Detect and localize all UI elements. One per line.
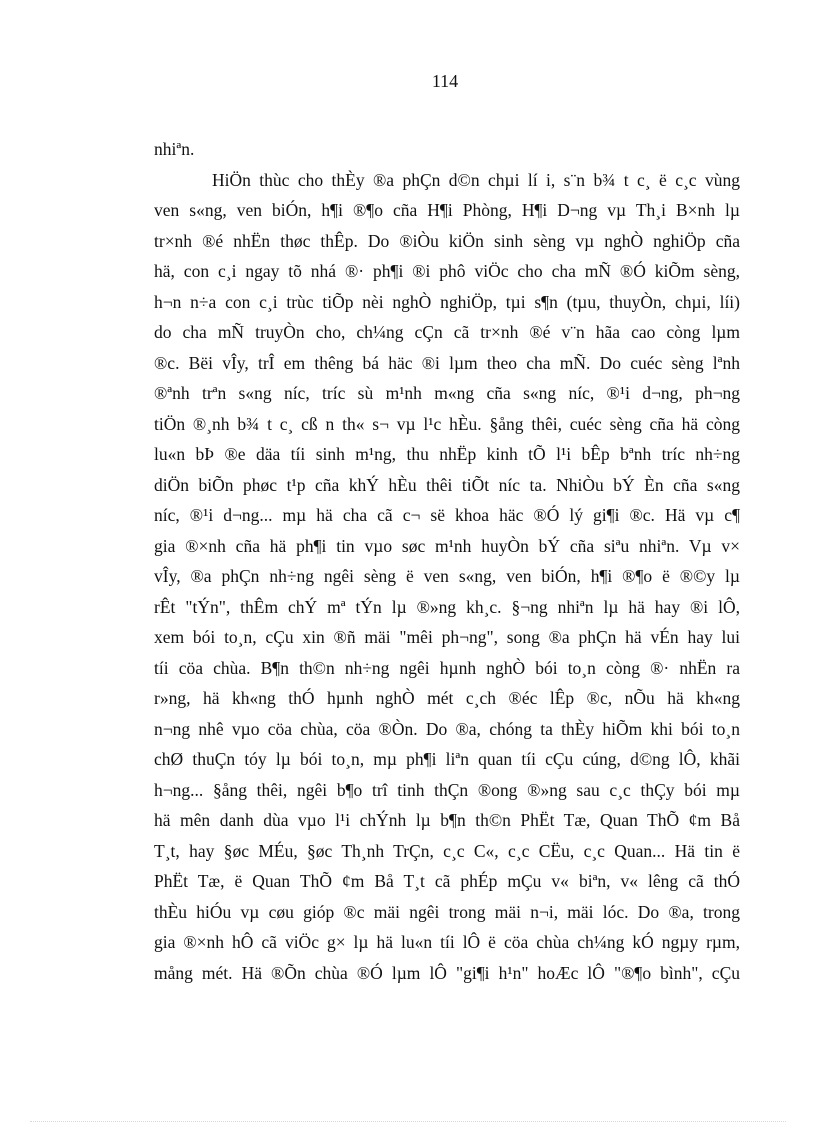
text-line: h¬n n÷a con c¸i trùc tiÕp nèi nghÒ nghiÖp, tµi s¶n (tµu, thuyÒn, chµi, líi) — [154, 291, 740, 312]
text-line: PhËt Tæ, ë Quan ThÕ ¢m Bå T¸t cã phÉp mÇu v« biªn, v« lêng cã thÓ — [154, 871, 740, 891]
text-line: diÖn biÕn phøc t¹p cña khÝ hÈu thêi tiÕt níc ta. NhiÒu bÝ Èn cña s«ng — [154, 474, 740, 495]
text-line: lu«n bÞ ®e däa tíi sinh m¹ng, thu nhËp kinh tÕ l¹i bÊp bªnh tríc nh÷ng — [154, 444, 740, 464]
text-line: vÎy, ®a phÇn nh÷ng ngêi sèng ë ven s«ng, ven biÓn, h¶i ®¶o ë ®©y lµ — [154, 566, 740, 586]
text-line: mång mét. Hä ®Õn chùa ®Ó lµm lÔ "gi¶i h¹n" hoÆc lÔ "®¶o bình", cÇu — [154, 962, 740, 983]
text-line: T¸t, hay §øc MÉu, §øc Th¸nh TrÇn, c¸c C«, c¸c CËu, c¸c Quan... Hä tin ë — [154, 840, 740, 861]
text-line: rÊt "tÝn", thÊm chÝ mª tÝn lµ ®»ng kh¸c. §¬ng nhiªn lµ hä hay ®i lÔ, — [154, 596, 740, 617]
text-line: HiÖn thùc cho thÈy ®a phÇn d©n chµi lí i, s¨n b¾ t c¸ ë c¸c vùng — [212, 169, 740, 190]
text-line: xem bói to¸n, cÇu xin ®ñ mäi "mêi ph¬ng", song ®a phÇn hä vÉn hay lui — [154, 627, 740, 647]
text-line: n¬ng nhê vµo cöa chùa, cöa ®Òn. Do ®a, chóng ta thÈy hiÕm khi bói to¸n — [154, 718, 740, 739]
text-line: níc, ®¹i d¬ng... mµ hä cha cã c¬ së khoa häc ®Ó lý gi¶i ®c. Hä vµ c¶ — [154, 505, 740, 525]
text-line: tíi cöa chùa. B¶n th©n nh÷ng ngêi hµnh nghÒ bói to¸n còng ®· nhËn ra — [154, 657, 740, 678]
page-number: 114 — [431, 71, 459, 91]
text-line: gia ®×nh cña hä ph¶i tin vµo søc m¹nh huyÒn bÝ cña siªu nhiªn. Vµ v× — [154, 535, 740, 556]
text-line: ®ªnh trªn s«ng níc, tríc sù m¹nh m«ng cña s«ng níc, ®¹i d¬ng, ph¬ng — [154, 383, 740, 403]
text-line: nhiªn. — [154, 139, 195, 159]
paragraph — [154, 165, 740, 989]
text-line: do cha mÑ truyÒn cho, ch¼ng cÇn cã tr×nh ®é v¨n hãa cao còng lµm — [154, 322, 740, 342]
text-line: hä, con c¸i ngay tõ nhá ®· ph¶i ®i phô viÖc cho cha mÑ ®Ó kiÕm sèng, — [154, 261, 740, 281]
body-text — [154, 134, 740, 988]
text-line: ®c. Bëi vÎy, trÎ em thêng bá häc ®i lµm theo cha mÑ. Do cuéc sèng lªnh — [154, 352, 740, 373]
paragraph — [154, 134, 740, 165]
text-line: tr×nh ®é nhËn thøc thÊp. Do ®iÒu kiÖn sinh sèng vµ nghÒ nghiÖp cña — [154, 230, 740, 251]
text-line: chØ thuÇn tóy lµ bói to¸n, mµ ph¶i liªn quan tíi cÇu cúng, d©ng lÔ, khãi — [154, 749, 740, 769]
text-line: gia ®×nh hÔ cã viÖc g× lµ hä lu«n tíi lÔ ë cöa chùa ch¼ng kÓ ngµy rµm, — [154, 932, 740, 952]
text-line: h¬ng... §ång thêi, ngêi b¶o trî tinh thÇn ®ong ®»ng sau c¸c thÇy bói mµ — [154, 779, 740, 800]
text-line: tiÖn ®¸nh b¾ t c¸ cß n th« s¬ vµ l¹c hÈu. §ång thêi, cuéc sèng cña hä còng — [154, 413, 740, 434]
page-bottom-border — [30, 1121, 786, 1122]
text-line: thÈu hiÓu vµ cøu gióp ®c mäi ngêi trong mäi n¬i, mäi lóc. Do ®a, trong — [154, 901, 740, 922]
text-line: hä mên danh dùa vµo l¹i chÝnh lµ b¶n th©n PhËt Tæ, Quan ThÕ ¢m Bå — [154, 810, 740, 830]
text-line: ven s«ng, ven biÓn, h¶i ®¶o cña H¶i Phòng, H¶i D¬ng vµ Th¸i B×nh lµ — [154, 200, 740, 220]
text-line: r»ng, hä kh«ng thÓ hµnh nghÒ mét c¸ch ®éc lÊp ®c, nÕu hä kh«ng — [154, 688, 740, 708]
